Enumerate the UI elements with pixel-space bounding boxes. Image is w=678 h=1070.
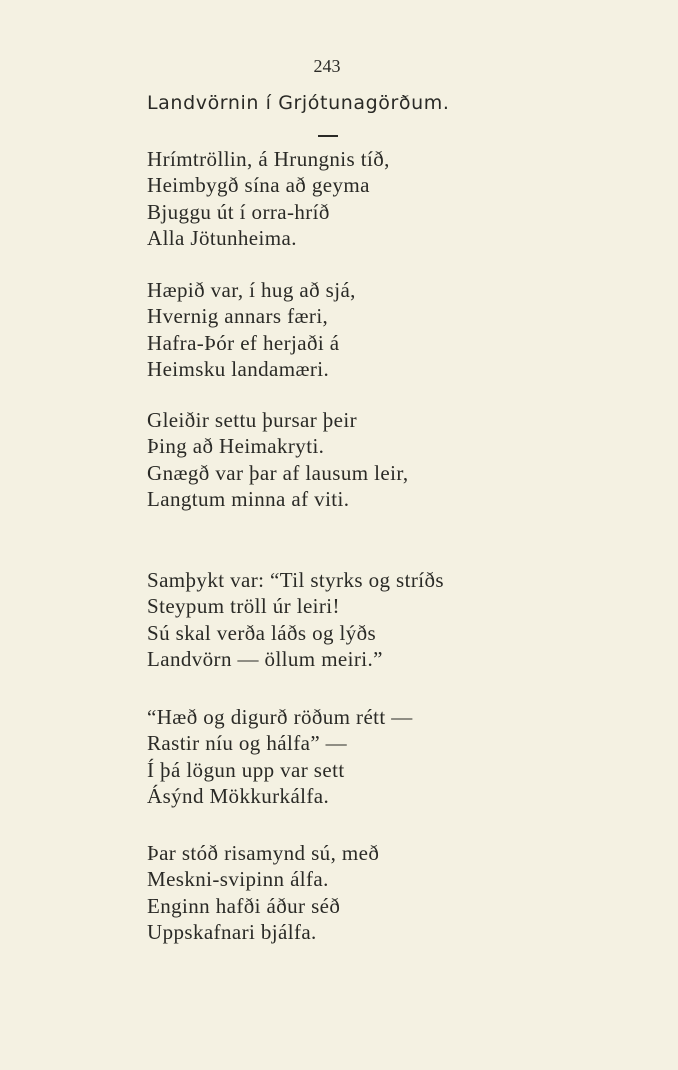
verse-line: Hafra-Þór ef herjaði á [147,330,340,355]
stanza-5 [147,704,413,809]
stanza-4 [147,567,444,672]
stanza-3 [147,407,409,512]
verse-line: Gnægð var þar af lausum leir, [147,460,409,485]
verse-line: Hvernig annars færi, [147,304,329,329]
stanza-2 [147,277,356,382]
verse-line: Rastir níu og hálfa” — [147,731,348,756]
verse-line: Samþykt var: “Til styrks og stríðs [147,568,444,592]
verse-line: Hrímtröllin, á Hrungnis tíð, [147,147,390,171]
page-number: 243 [313,56,341,76]
verse-line: Hæpið var, í hug að sjá, [147,278,356,302]
verse-line: Uppskafnari bjálfa. [147,919,317,944]
verse-line: Bjuggu út í orra-hríð [147,199,330,224]
verse-line: Ásýnd Mökkurkálfa. [147,783,330,808]
verse-line: Landvörn — öllum meiri.” [147,646,383,671]
verse-line: Enginn hafði áður séð [147,893,341,918]
stanza-1 [147,146,390,251]
verse-line: Steypum tröll úr leiri! [147,594,340,619]
verse-line: Sú skal verða láðs og lýðs [147,620,377,645]
verse-line: Þar stóð risamynd sú, með [147,841,380,865]
verse-line: Í þá lögun upp var sett [147,757,345,782]
poem-title: Landvörnin í Grjótunagörðum. [147,92,450,114]
verse-line: “Hæð og digurð röðum rétt — [147,705,413,729]
verse-line: Gleiðir settu þursar þeir [147,408,358,432]
verse-line: Meskni-svipinn álfa. [147,867,329,892]
title-separator [318,135,338,137]
verse-line: Langtum minna af viti. [147,486,350,511]
verse-line: Heimsku landamæri. [147,356,330,381]
verse-line: Alla Jötunheima. [147,225,297,250]
stanza-6 [147,840,379,945]
verse-line: Heimbygð sína að geyma [147,173,370,198]
verse-line: Þing að Heimakryti. [147,434,325,459]
